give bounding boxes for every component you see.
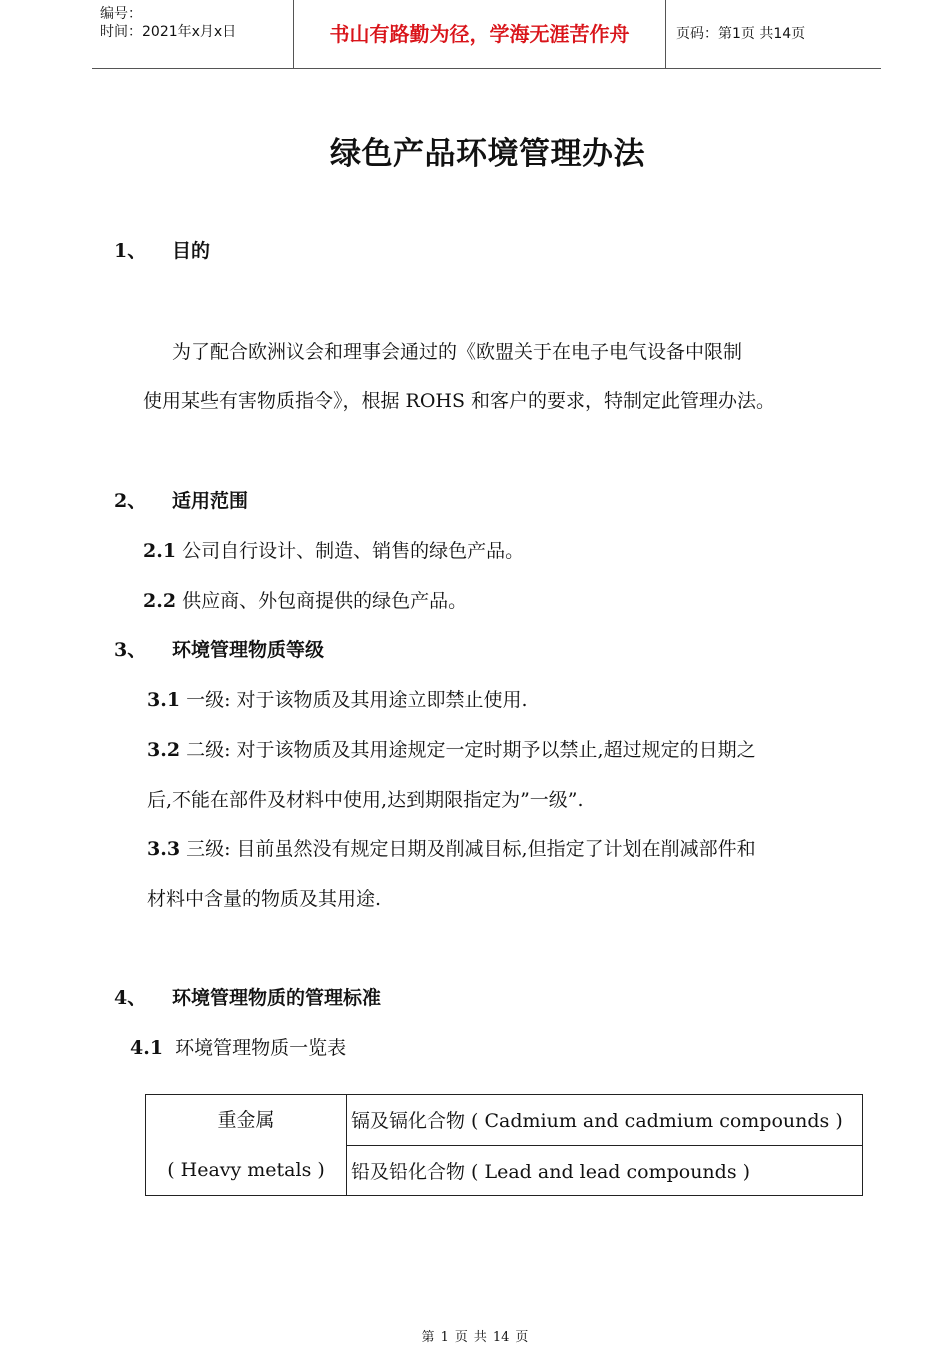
item-text: 一级: 对于该物质及其用途立即禁止使用. xyxy=(186,689,528,711)
footer-page-number: 1 xyxy=(440,1330,449,1345)
level-item-3-cont: 材料中含量的物质及其用途. xyxy=(147,888,382,910)
table-row xyxy=(146,1095,863,1146)
category-en: ( Heavy metals ) xyxy=(167,1159,325,1181)
item-text: 三级: 目前虽然没有规定日期及削减目标,但指定了计划在削减部件和 xyxy=(186,838,756,860)
item-number: 3.3 xyxy=(147,838,181,860)
footer-text: 共 xyxy=(473,1330,487,1345)
item-number: 2.2 xyxy=(143,590,177,612)
header-page-info: 页码：第1页 共14页 xyxy=(676,26,806,42)
section-number: 2、 xyxy=(114,490,147,512)
section-number: 3、 xyxy=(114,639,147,661)
category-cn: 重金属 xyxy=(217,1109,275,1131)
time-label: 时间：2021年x月x日 xyxy=(100,24,237,40)
page-footer xyxy=(0,1326,950,1345)
level-item-3 xyxy=(147,834,756,861)
standard-item-1 xyxy=(130,1033,346,1060)
purpose-line-2: 使用某些有害物质指令》，根据 ROHS 和客户的要求，特制定此管理办法。 xyxy=(143,390,776,412)
item-text: 环境管理物质一览表 xyxy=(175,1037,347,1059)
footer-text: 页 xyxy=(515,1330,529,1345)
section-title: 环境管理物质等级 xyxy=(172,639,325,661)
level-item-2 xyxy=(147,735,756,762)
document-title: 绿色产品环境管理办法 xyxy=(330,136,645,172)
item-number: 4.1 xyxy=(130,1037,164,1059)
page-header xyxy=(92,0,881,69)
footer-text: 页 xyxy=(454,1330,468,1345)
section-title: 适用范围 xyxy=(172,490,249,512)
item-number: 3.2 xyxy=(147,739,181,761)
substance-cell: 镉及镉化合物 ( Cadmium and cadmium compounds ) xyxy=(347,1095,863,1146)
item-number: 2.1 xyxy=(143,540,177,562)
item-text: 二级: 对于该物质及其用途规定一定时期予以禁止,超过规定的日期之 xyxy=(186,739,756,761)
section-number: 4、 xyxy=(114,987,147,1009)
level-item-1 xyxy=(147,685,528,712)
substance-cell: 铅及铅化合物 ( Lead and lead compounds ) xyxy=(347,1145,863,1196)
item-text: 公司自行设计、制造、销售的绿色产品。 xyxy=(182,540,525,562)
substance-table xyxy=(145,1094,863,1196)
purpose-line-1: 为了配合欧洲议会和理事会通过的《欧盟关于在电子电气设备中限制 xyxy=(172,341,743,363)
section-number: 1、 xyxy=(114,240,147,262)
category-cell xyxy=(146,1095,347,1196)
section-title: 目的 xyxy=(172,240,211,262)
section-title: 环境管理物质的管理标准 xyxy=(172,987,382,1009)
item-text: 供应商、外包商提供的绿色产品。 xyxy=(182,590,468,612)
number-label: 编号： xyxy=(100,6,142,22)
footer-text: 第 xyxy=(421,1330,435,1345)
header-motto: 书山有路勤为径，学海无涯苦作舟 xyxy=(293,0,666,68)
scope-item-2 xyxy=(143,586,467,613)
level-item-2-cont: 后,不能在部件及材料中使用,达到期限指定为”一级”. xyxy=(147,789,584,811)
footer-total-pages: 14 xyxy=(492,1330,510,1345)
scope-item-1 xyxy=(143,536,524,563)
item-number: 3.1 xyxy=(147,689,181,711)
header-meta xyxy=(92,0,293,68)
